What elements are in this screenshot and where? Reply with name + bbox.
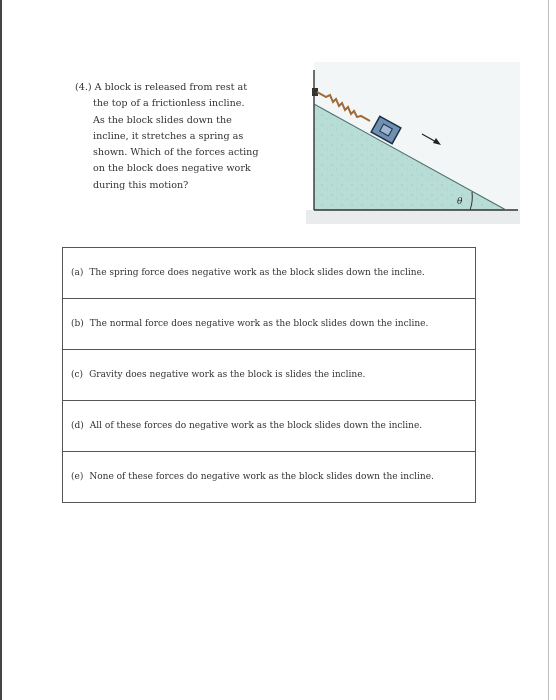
choice-letter: (d)	[71, 421, 84, 431]
incline-figure	[300, 62, 522, 228]
answer-choices	[62, 247, 476, 503]
page-left-edge	[0, 0, 2, 700]
choice-d[interactable]	[63, 401, 475, 452]
choice-e[interactable]	[63, 452, 475, 503]
incline-diagram	[300, 62, 522, 228]
question-number: (4.)	[75, 82, 92, 93]
choice-letter: (b)	[71, 319, 84, 329]
choice-text: The spring force does negative work as the block slides down the incline.	[89, 268, 425, 278]
choice-letter: (c)	[71, 370, 84, 380]
choice-text: None of these forces do negative work as the block slides down the incline.	[89, 472, 434, 482]
question-line: shown. Which of the forces acting	[93, 147, 259, 159]
question-line: the top of a frictionless incline.	[93, 98, 245, 110]
choice-letter: (e)	[71, 472, 84, 482]
choice-text: All of these forces do negative work as the block slides down the incline.	[89, 421, 423, 431]
choice-a[interactable]	[63, 248, 475, 299]
question-line: on the block does negative work	[93, 163, 251, 175]
choice-c[interactable]	[63, 350, 475, 401]
choice-letter: (a)	[71, 268, 84, 278]
question-line: (4.) A block is released from rest at	[75, 82, 248, 93]
choice-b[interactable]	[63, 299, 475, 350]
ground-shade	[306, 210, 520, 224]
question-line: during this motion?	[93, 179, 189, 191]
question-line: incline, it stretches a spring as	[93, 130, 244, 142]
angle-label: θ	[457, 197, 463, 207]
choice-text: Gravity does negative work as the block is slides the incline.	[89, 370, 366, 380]
choice-text: The normal force does negative work as the block slides down the incline.	[89, 319, 429, 329]
page-right-edge	[548, 0, 549, 700]
question-line: As the block slides down the	[93, 114, 232, 126]
question-text	[75, 80, 259, 194]
